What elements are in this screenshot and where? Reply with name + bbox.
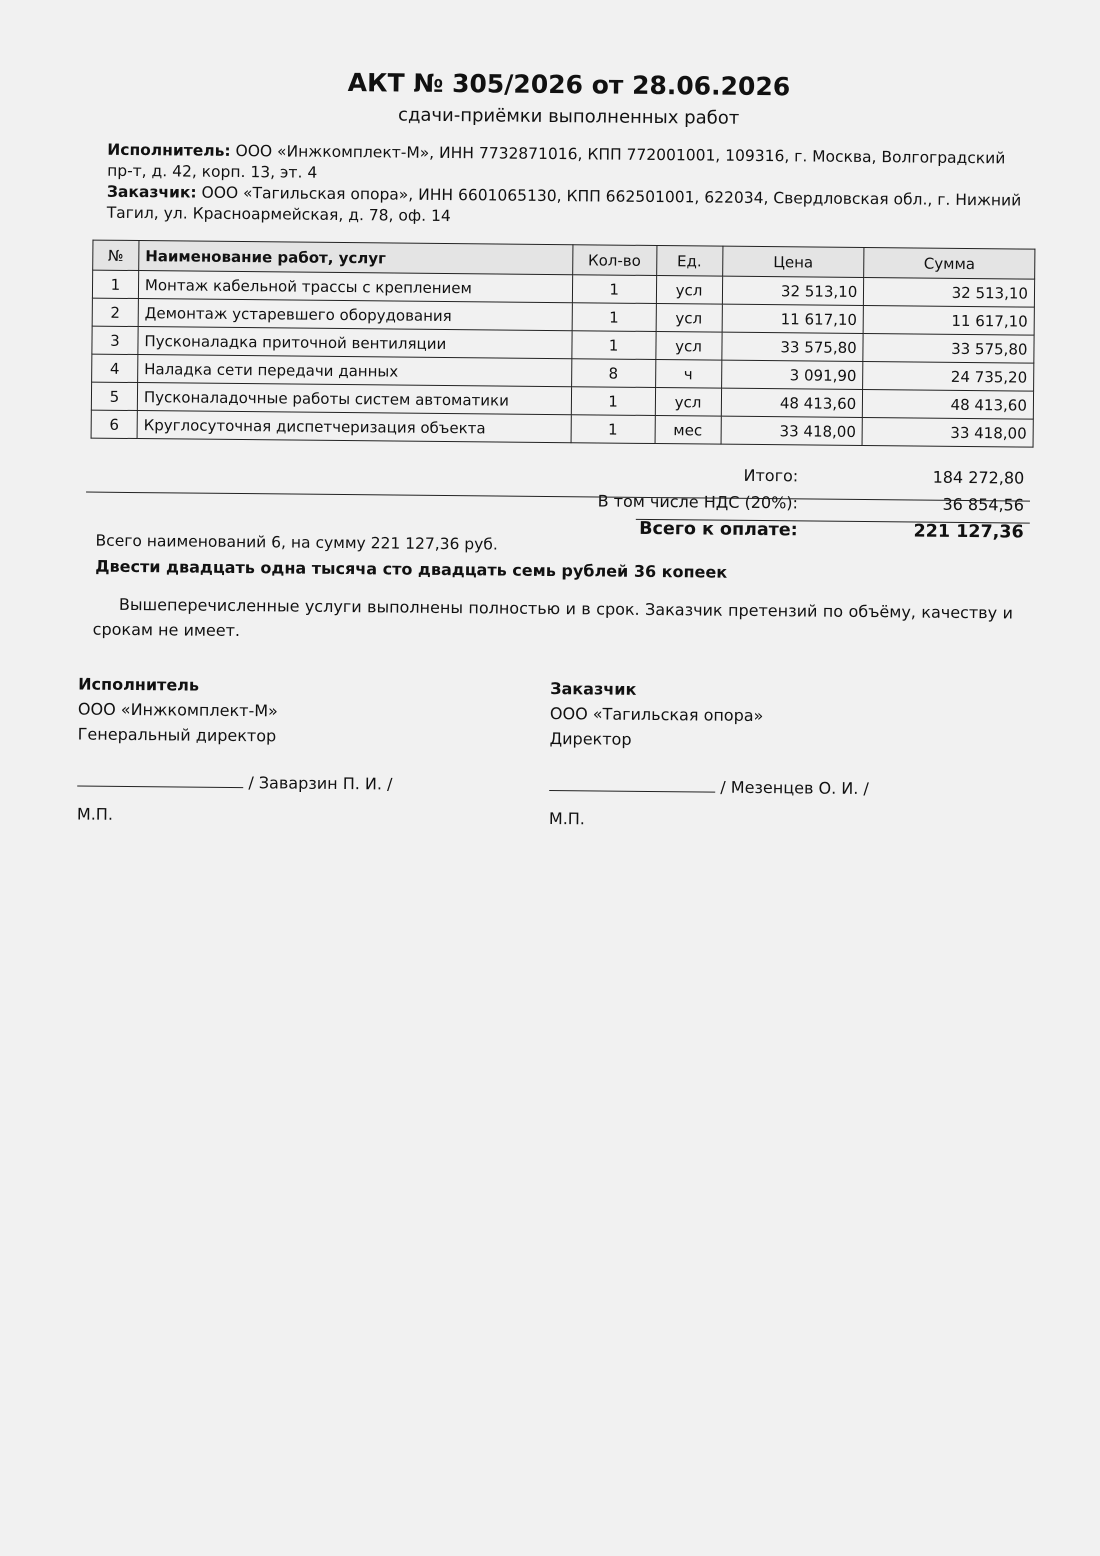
header-unit: Ед.: [656, 246, 722, 277]
cell-name: Демонтаж устаревшего оборудования: [138, 299, 572, 331]
executor-company: ООО «Инжкомплект-М»: [77, 699, 278, 721]
cell-sum: 32 513,10: [864, 278, 1035, 308]
cell-sum: 33 575,80: [863, 334, 1034, 364]
document-subtitle: сдачи-приёмки выполненных работ: [397, 104, 740, 129]
cell-number: 2: [92, 298, 138, 326]
executor-text: ООО «Инжкомплект-М», ИНН 7732871016, КПП 772001001, 109316, г. Москва, Волгоградский пр-т, д. 42, корп. 13, эт. 4: [107, 141, 1006, 182]
cell-price: 33 575,80: [721, 332, 863, 361]
customer-text: ООО «Тагильская опора», ИНН 6601065130, КПП 662501001, 622034, Свердловская обл., г. Нижний Тагил, ул. Красноармейская, д. 78, оф. 14: [106, 183, 1022, 226]
customer-label: Заказчик:: [106, 182, 197, 202]
cell-sum: 11 617,10: [863, 306, 1034, 336]
cell-unit: мес: [655, 416, 721, 445]
cell-quantity: 1: [572, 331, 656, 360]
grand-total-value: 221 127,36: [913, 521, 1024, 543]
cell-number: 4: [92, 354, 138, 382]
cell-sum: 33 418,00: [862, 417, 1033, 447]
subtotal-value: 184 272,80: [932, 467, 1025, 488]
items-count-summary: Всего наименований 6, на сумму 221 127,36 руб.: [95, 531, 498, 554]
cell-price: 3 091,90: [721, 360, 863, 389]
cell-sum: 48 413,60: [863, 389, 1034, 419]
executor-role: Исполнитель: [78, 674, 200, 695]
vat-label: В том числе НДС (20%):: [597, 491, 799, 513]
customer-stamp-place: М.П.: [548, 809, 586, 829]
customer-details: [107, 182, 1027, 233]
customer-signature-blank: [549, 775, 715, 793]
cell-unit: усл: [655, 332, 721, 361]
customer-signature-block: [549, 676, 870, 834]
amount-in-words: Двести двадцать одна тысяча сто двадцать семь рублей 36 копеек: [95, 556, 728, 582]
completion-note: Вышеперечисленные услуги выполнены полностью и в срок. Заказчик претензий по объёму, качеству и срокам не имеет.: [92, 594, 1014, 641]
cell-price: 11 617,10: [722, 304, 864, 333]
cell-quantity: 1: [571, 415, 655, 444]
document-title: АКТ № 305/2026 от 28.06.2026: [347, 68, 791, 102]
header-name: Наименование работ, услуг: [139, 241, 573, 275]
cell-name: Пусконаладка приточной вентиляции: [138, 327, 572, 359]
executor-signature-block: [77, 671, 394, 829]
cell-number: 3: [92, 326, 138, 354]
executor-stamp-place: М.П.: [76, 804, 114, 824]
works-table: [91, 240, 1036, 448]
cell-name: Пусконаладочные работы систем автоматики: [137, 383, 571, 415]
cell-unit: усл: [655, 388, 721, 417]
cell-unit: усл: [656, 304, 722, 333]
cell-number: 5: [91, 382, 137, 410]
header-quantity: Кол-во: [572, 245, 656, 276]
cell-price: 32 513,10: [722, 276, 864, 305]
cell-number: 1: [92, 270, 138, 298]
cell-name: Монтаж кабельной трассы с креплением: [138, 271, 572, 303]
header-sum: Сумма: [864, 248, 1035, 280]
cell-price: 33 418,00: [721, 416, 863, 445]
cell-sum: 24 735,20: [863, 361, 1034, 391]
customer-signature-line: [549, 773, 869, 801]
vat-value: 36 854,56: [942, 494, 1025, 515]
cell-unit: ч: [655, 360, 721, 389]
executor-signature-blank: [77, 770, 243, 788]
cell-quantity: 1: [571, 387, 655, 416]
cell-unit: усл: [656, 276, 722, 305]
header-number: №: [93, 240, 139, 270]
cell-name: Наладка сети передачи данных: [138, 355, 572, 387]
customer-signer-name: / Мезенцев О. И. /: [720, 777, 869, 799]
customer-role: Заказчик: [550, 679, 637, 699]
customer-company: ООО «Тагильская опора»: [549, 704, 764, 726]
executor-signer-name: / Заварзин П. И. /: [248, 773, 393, 794]
cell-quantity: 1: [572, 275, 656, 304]
cell-number: 6: [91, 410, 137, 438]
cell-price: 48 413,60: [721, 388, 863, 417]
cell-quantity: 8: [571, 359, 655, 388]
cell-name: Круглосуточная диспетчеризация объекта: [137, 411, 571, 443]
executor-signature-line: [77, 768, 392, 796]
customer-position: Директор: [549, 729, 632, 749]
header-price: Цена: [722, 246, 864, 277]
cell-quantity: 1: [572, 303, 656, 332]
subtotal-label: Итого:: [743, 465, 799, 486]
executor-label: Исполнитель:: [107, 140, 231, 160]
executor-position: Генеральный директор: [77, 724, 277, 746]
grand-total-label: Всего к оплате:: [639, 518, 798, 541]
